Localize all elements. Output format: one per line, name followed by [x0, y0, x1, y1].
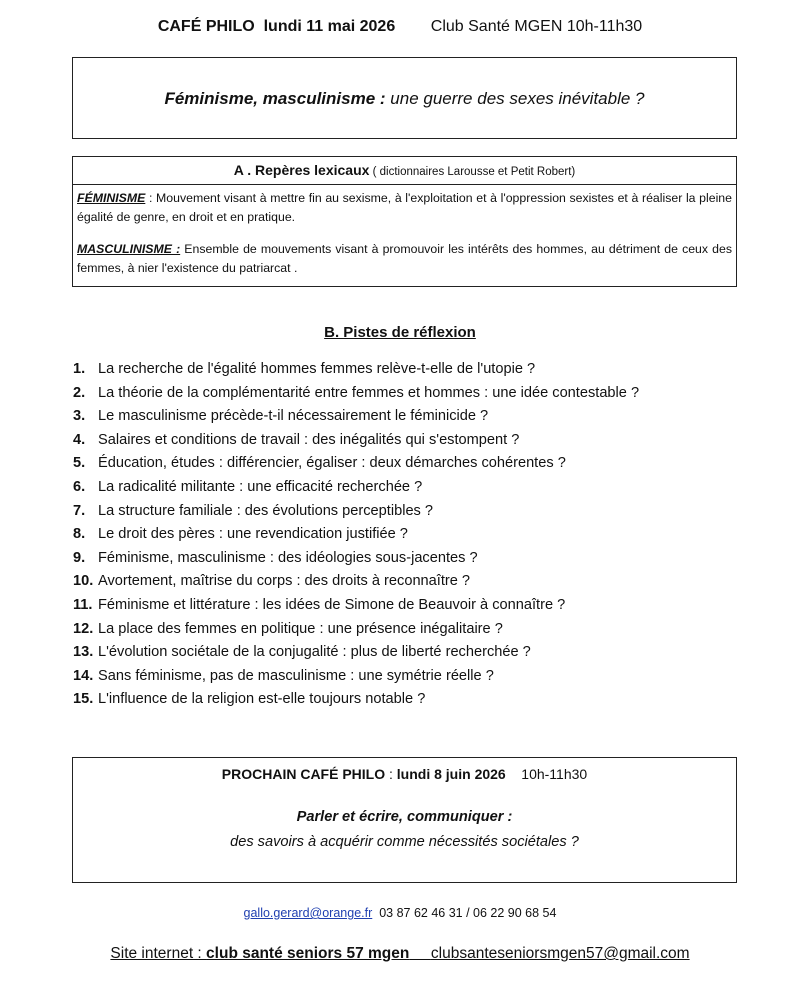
definition-masculinisme	[73, 240, 736, 278]
topic-rest: une guerre des sexes inévitable ?	[385, 89, 645, 108]
list-item	[73, 500, 639, 524]
next-date: lundi 8 juin 2026	[396, 766, 506, 782]
lexical-box	[72, 156, 737, 287]
item-text: La structure familiale : des évolutions perceptibles ?	[98, 502, 434, 519]
item-text: L'évolution sociétale de la conjugalité : plus de liberté recherchée ?	[98, 644, 531, 661]
item-text: La théorie de la complémentarité entre femmes et hommes : une idée contestable ?	[98, 384, 640, 401]
item-number: 4.	[73, 431, 86, 448]
list-item	[73, 641, 639, 665]
item-text: Le masculinisme précède-t-il nécessairement le féminicide ?	[98, 408, 489, 425]
def-feminisme-text: : Mouvement visant à mettre fin au sexisme, à l'exploitation et à l'oppression sexistes et à réaliser la pleine égalité de genre, en droit et en pratique.	[77, 191, 732, 224]
item-number: 7.	[73, 502, 86, 519]
event-venue: Club Santé MGEN 10h-11h30	[430, 18, 643, 35]
next-subject-text: des savoirs à acquérir comme nécessités sociétales ?	[230, 834, 579, 850]
list-item	[73, 665, 639, 689]
topic-bold: Féminisme, masculinisme :	[164, 89, 386, 108]
item-text: Féminisme, masculinisme : des idéologies sous-jacentes ?	[98, 549, 478, 566]
item-text: La place des femmes en politique : une présence inégalitaire ?	[98, 620, 503, 637]
item-text: L'influence de la religion est-elle toujours notable ?	[98, 691, 426, 708]
item-number: 2.	[73, 384, 86, 401]
contact-line	[0, 906, 800, 920]
item-number: 11.	[73, 596, 93, 613]
item-text: La radicalité militante : une efficacité recherchée ?	[98, 478, 423, 495]
list-item	[73, 688, 639, 712]
reflexion-title: B. Pistes de réflexion	[324, 324, 476, 341]
def-masculinisme-text: Ensemble de mouvements visant à promouvoir les intérêts des hommes, au détriment de ceux des femmes, à nier l'existence du patriarcat .	[77, 242, 732, 275]
term-feminisme: FÉMINISME	[77, 191, 146, 205]
item-number: 1.	[73, 361, 86, 377]
topic-box	[72, 57, 737, 139]
definition-feminisme	[73, 189, 736, 227]
item-number: 12.	[73, 620, 94, 637]
list-item	[73, 429, 639, 453]
list-item	[73, 452, 639, 476]
site-email[interactable]: clubsanteseniorsmgen57@gmail.com	[430, 945, 690, 962]
next-session-box	[72, 757, 737, 883]
site-line	[0, 945, 800, 963]
item-text: Sans féminisme, pas de masculinisme : une symétrie réelle ?	[98, 667, 494, 684]
item-number: 15.	[73, 691, 94, 708]
next-time: 10h-11h30	[521, 766, 588, 782]
item-number: 9.	[73, 549, 86, 566]
lexical-source: ( dictionnaires Larousse et Petit Robert)	[369, 166, 576, 178]
next-subject-title: Parler et écrire, communiquer :	[296, 809, 513, 825]
phone-numbers: 03 87 62 46 31 / 06 22 90 68 54	[379, 906, 557, 920]
item-number: 3.	[73, 408, 86, 425]
list-item	[73, 382, 639, 406]
next-sep: :	[385, 766, 397, 782]
list-item	[73, 358, 639, 382]
item-number: 5.	[73, 455, 86, 472]
list-item	[73, 618, 639, 642]
lexical-title: A . Repères lexicaux	[233, 162, 370, 178]
item-text: Salaires et conditions de travail : des inégalités qui s'estompent ?	[98, 431, 520, 448]
next-label: PROCHAIN CAFÉ PHILO	[221, 766, 386, 782]
site-name[interactable]: club santé seniors 57 mgen	[206, 945, 410, 962]
list-item	[73, 570, 639, 594]
item-text: Féminisme et littérature : les idées de Simone de Beauvoir à connaître ?	[98, 596, 566, 613]
item-text: La recherche de l'égalité hommes femmes relève-t-elle de l'utopie ?	[98, 361, 536, 377]
list-item	[73, 476, 639, 500]
item-number: 10.	[73, 573, 94, 590]
question-list	[73, 358, 639, 712]
item-number: 14.	[73, 667, 94, 684]
item-text: Le droit des pères : une revendication justifiée ?	[98, 526, 408, 543]
item-number: 6.	[73, 478, 86, 495]
event-name: CAFÉ PHILO	[157, 18, 255, 35]
list-item	[73, 547, 639, 571]
email-link[interactable]: gallo.gerard@orange.fr	[243, 906, 373, 920]
term-masculinisme: MASCULINISME :	[77, 242, 181, 256]
topic-title	[73, 89, 736, 109]
lexical-heading	[73, 157, 736, 185]
list-item	[73, 405, 639, 429]
item-text: Avortement, maîtrise du corps : des droits à reconnaître ?	[98, 573, 471, 590]
list-item	[73, 523, 639, 547]
item-number: 8.	[73, 526, 86, 543]
event-date: lundi 11 mai 2026	[263, 18, 396, 35]
site-label: Site internet :	[110, 945, 207, 962]
list-item	[73, 594, 639, 618]
page-header	[0, 18, 800, 36]
item-number: 13.	[73, 644, 94, 661]
next-session-line	[73, 766, 736, 782]
item-text: Éducation, études : différencier, égaliser : deux démarches cohérentes ?	[98, 455, 566, 472]
